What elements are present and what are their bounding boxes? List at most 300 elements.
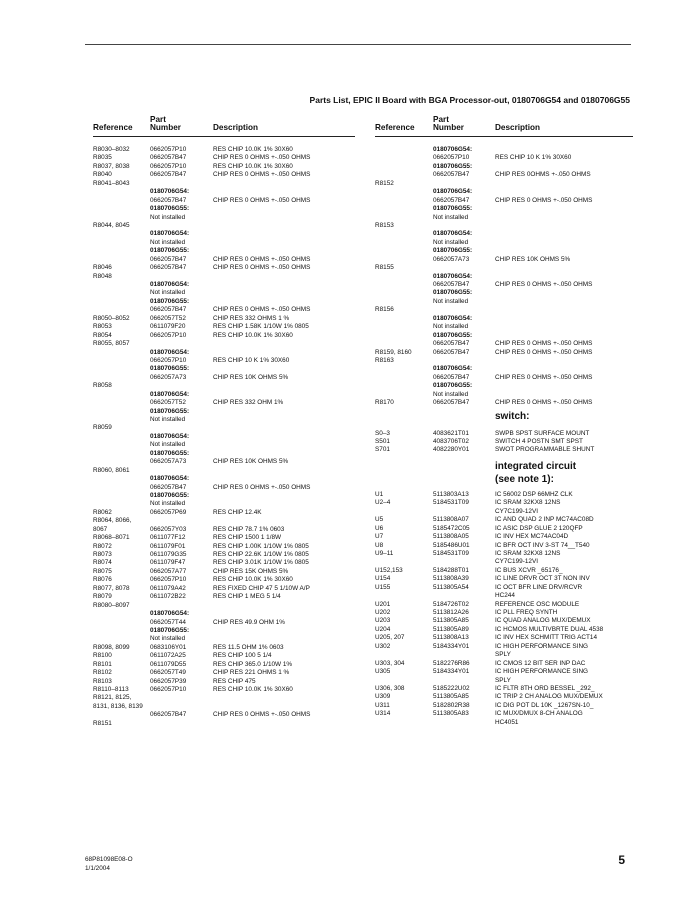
reference-cell: R8102	[93, 669, 112, 677]
reference-cell: U2–4	[375, 499, 391, 507]
table-row	[93, 349, 355, 357]
reference-cell: R8050–8052	[93, 314, 130, 322]
table-row	[375, 533, 633, 541]
ic-heading-row	[375, 455, 633, 485]
description-cell: RES CHIP 10.0K 1% 30X60	[213, 576, 293, 584]
table-row	[93, 576, 355, 584]
table-row	[93, 180, 355, 188]
table-row	[375, 626, 633, 634]
part-number-cell: 0662057B47	[433, 281, 470, 288]
description-cell: IC SRAM 32KX8 12NS	[495, 549, 561, 557]
table-row	[93, 720, 355, 728]
description-cell: RES CHIP 10 K 1% 30X60	[495, 154, 572, 162]
table-row	[93, 171, 355, 179]
part-number-cell: 0662057B47	[433, 196, 470, 204]
table-row	[375, 154, 633, 162]
part-number-cell: 0662057P10	[150, 331, 187, 339]
table-row	[93, 652, 355, 660]
header-reference: Reference	[93, 123, 133, 133]
right-table-header	[375, 112, 633, 137]
part-number-cell: 0611077F12	[150, 534, 186, 542]
part-number-cell: 0180706G55:	[433, 247, 473, 255]
table-row	[93, 509, 355, 517]
part-number-cell: 0611079G35	[150, 551, 187, 558]
description-cell: HC244	[495, 592, 515, 600]
table-row	[93, 678, 355, 686]
part-number-cell: 0662057B47	[433, 373, 470, 381]
table-row	[375, 230, 633, 238]
table-row	[93, 433, 355, 441]
table-row	[93, 289, 355, 297]
ic-section-note: (see note 1):	[495, 473, 554, 485]
table-row	[93, 619, 355, 627]
table-row	[375, 197, 633, 205]
description-cell: RES CHIP 475	[213, 677, 256, 685]
part-number-cell: 5184531T09	[433, 499, 469, 507]
table-row	[375, 710, 633, 718]
table-row	[93, 534, 355, 542]
table-row	[375, 374, 633, 382]
table-row	[93, 239, 355, 247]
header-part-number: Part Number	[433, 114, 464, 133]
reference-cell: R8059	[93, 424, 112, 432]
table-row	[375, 525, 633, 533]
table-row	[93, 467, 355, 475]
part-number-cell: 0180706G54:	[433, 230, 473, 238]
table-row	[375, 180, 633, 188]
table-row	[375, 550, 633, 558]
reference-cell: R8079	[93, 593, 112, 601]
table-row	[375, 205, 633, 213]
part-number-cell: Not installed	[433, 297, 469, 305]
top-rule	[85, 44, 631, 45]
description-cell: HC4051	[495, 718, 519, 726]
table-row	[375, 306, 633, 314]
table-row	[375, 702, 633, 710]
description-cell: CHIP RES 15K OHMS 5%	[213, 567, 289, 575]
table-row	[375, 430, 633, 438]
reference-cell: R8068–8071	[93, 534, 130, 542]
part-number-cell: 0180706G55:	[433, 162, 473, 170]
description-cell: CHIP RES 10K OHMS 5%	[213, 373, 289, 381]
part-number-cell: 5184334Y01	[433, 642, 470, 650]
table-row	[93, 256, 355, 264]
reference-cell: U9–11	[375, 549, 394, 557]
table-row	[375, 617, 633, 625]
table-row	[375, 508, 633, 516]
description-cell: RES CHIP 10 K 1% 30X60	[213, 356, 290, 364]
table-row	[93, 323, 355, 331]
table-row	[375, 719, 633, 727]
reference-cell: R8163	[375, 356, 394, 364]
table-row	[375, 516, 633, 524]
table-row	[375, 651, 633, 659]
part-number-cell: 0662057B47	[150, 255, 187, 263]
table-row	[93, 551, 355, 559]
description-cell: IC ASIC DSP GLUE 2 120QFP	[495, 524, 583, 532]
table-row	[375, 163, 633, 171]
part-number-cell: 0662057B47	[150, 171, 187, 179]
part-number-cell: 0180706G55:	[150, 205, 190, 213]
table-row	[375, 146, 633, 154]
table-row	[375, 685, 633, 693]
table-row	[93, 703, 355, 711]
table-row	[375, 677, 633, 685]
description-cell: CHIP RES 49.9 OHM 1%	[213, 618, 285, 626]
table-row	[93, 408, 355, 416]
part-number-cell: 0662057P69	[150, 508, 187, 516]
table-row	[93, 154, 355, 162]
part-number-cell: 0180706G54:	[433, 146, 473, 153]
part-number-cell: 0180706G55:	[150, 407, 190, 415]
table-row	[93, 230, 355, 238]
table-row	[375, 256, 633, 264]
table-row	[375, 567, 633, 575]
table-row	[93, 424, 355, 432]
reference-cell: S501	[375, 438, 390, 445]
description-cell: CHIP RES 0 OHMS +-.050 OHMS	[213, 306, 311, 314]
table-row	[375, 281, 633, 289]
part-number-cell: 0180706G55:	[150, 626, 190, 634]
document-number: 68P81098E08-O	[85, 856, 133, 863]
part-number-cell: Not installed	[433, 213, 469, 221]
description-cell: RES CHIP 1 MEG 5 1/4	[213, 593, 281, 601]
part-number-cell: 0180706G54:	[433, 365, 473, 373]
description-cell: SWPB SPST SURFACE MOUNT	[495, 429, 590, 437]
part-number-cell: Not installed	[150, 635, 186, 643]
table-row	[93, 543, 355, 551]
reference-cell: U303, 304	[375, 659, 405, 667]
reference-cell: R8155	[375, 264, 394, 272]
part-number-cell: 0662057B47	[150, 264, 187, 272]
footer	[85, 855, 133, 873]
description-cell: SPLY	[495, 651, 511, 659]
table-row	[93, 635, 355, 643]
table-row	[93, 247, 355, 255]
table-row	[375, 584, 633, 592]
table-row	[93, 568, 355, 576]
description-cell: SWOT PROGRAMMABLE SHUNT	[495, 446, 595, 454]
part-number-cell: Not installed	[433, 390, 469, 398]
table-row	[375, 499, 633, 507]
reference-cell: U309	[375, 693, 391, 701]
switch-table-body	[375, 430, 633, 455]
reference-cell: U7	[375, 533, 384, 541]
header-reference: Reference	[375, 123, 415, 133]
description-cell: CHIP RES 0 OHMS +-.050 OHMS	[495, 281, 593, 288]
description-cell: IC HIGH PERFORMANCE SING	[495, 642, 589, 650]
description-cell: CHIP RES 0 OHMS +-.050 OHMS	[213, 154, 311, 162]
table-row	[93, 458, 355, 466]
description-cell: IC LINE DRVR OCT 3T NON INV	[495, 575, 590, 583]
reference-cell: U311	[375, 701, 390, 709]
description-cell: CY7C199-12VI	[495, 507, 538, 515]
part-number-cell: 0180706G54:	[150, 432, 190, 440]
reference-cell: R8048	[93, 272, 112, 280]
table-row	[375, 214, 633, 222]
part-number-cell: 5113805A85	[433, 617, 469, 625]
reference-cell: U305	[375, 668, 391, 676]
part-number-cell: 0662057P10	[150, 686, 187, 693]
table-row	[93, 644, 355, 652]
table-row	[93, 661, 355, 669]
part-number-cell: 0180706G54:	[150, 281, 190, 288]
table-row	[375, 340, 633, 348]
table-row	[93, 484, 355, 492]
reference-cell: R8053	[93, 323, 112, 331]
right-table-body	[375, 146, 633, 408]
table-row	[375, 660, 633, 668]
table-row	[93, 391, 355, 399]
table-row	[93, 694, 355, 702]
table-row	[93, 214, 355, 222]
part-number-cell: 0180706G54:	[433, 188, 473, 196]
part-number-cell: Not installed	[433, 238, 469, 246]
reference-cell: U302	[375, 642, 391, 650]
reference-cell: U154	[375, 575, 391, 583]
description-cell: RES CHIP 10.0K 1% 30X60	[213, 162, 293, 170]
description-cell: IC INV HEX MC74AC04D	[495, 533, 569, 541]
part-number-cell: 0662057B47	[433, 340, 470, 348]
reference-cell: R8121, 8125,	[93, 694, 132, 702]
part-number-cell: 0662057B47	[150, 196, 187, 204]
table-row	[93, 475, 355, 483]
description-cell: RES 11.5 OHM 1% 0603	[213, 643, 284, 651]
table-row	[93, 399, 355, 407]
part-number-cell: 0180706G54:	[150, 188, 190, 196]
table-row	[93, 281, 355, 289]
table-row	[375, 634, 633, 642]
description-cell: CHIP RES 0OHMS +-.050 OHMS	[495, 171, 591, 179]
reference-cell: U5	[375, 516, 384, 524]
description-cell: CHIP RES 0 OHMS +-.050 OHMS	[213, 255, 311, 263]
table-row	[375, 171, 633, 179]
table-row	[375, 668, 633, 676]
part-number-cell: 4083706T02	[433, 438, 469, 445]
description-cell: IC BUS XCVR _65176_	[495, 566, 563, 574]
part-number-cell: 0180706G54:	[150, 610, 190, 618]
part-number-cell: 0180706G54:	[150, 230, 190, 238]
table-row	[93, 374, 355, 382]
part-number-cell: 0662057T49	[150, 669, 186, 677]
reference-cell: 8131, 8136, 8139	[93, 702, 143, 710]
part-number-cell: 0683106Y01	[150, 643, 187, 651]
part-number-cell: 0180706G55:	[433, 382, 473, 390]
table-row	[93, 205, 355, 213]
part-number-cell: 0180706G55:	[150, 491, 190, 499]
table-row	[93, 610, 355, 618]
description-cell: CHIP RES 332 OHM 1%	[213, 399, 284, 407]
reference-cell: R8076	[93, 576, 112, 584]
switch-section-heading: switch:	[495, 410, 530, 422]
reference-cell: U204	[375, 625, 391, 633]
description-cell: CHIP RES 221 OHMS 1 %	[213, 669, 290, 677]
table-row	[375, 399, 633, 407]
part-number-cell: 5184726T02	[433, 600, 469, 608]
reference-cell: R8156	[375, 306, 394, 314]
reference-cell: R8041–8043	[93, 179, 130, 187]
part-number-cell: Not installed	[150, 441, 186, 449]
description-cell: CHIP RES 10K OHMS 5%	[213, 458, 289, 466]
part-number-cell: 0180706G55:	[150, 247, 190, 255]
part-number-cell: 5185486U01	[433, 541, 470, 549]
part-number-cell: 0180706G55:	[433, 289, 473, 297]
table-row	[375, 575, 633, 583]
right-column	[375, 112, 633, 727]
reference-cell: R8040	[93, 171, 112, 179]
part-number-cell: 0662057B47	[150, 483, 187, 491]
table-row	[93, 188, 355, 196]
description-cell: CHIP RES 0 OHMS +-.050 OHMS	[495, 340, 593, 348]
part-number-cell: 0180706G55:	[150, 449, 190, 457]
table-row	[93, 711, 355, 719]
table-row	[375, 273, 633, 281]
part-number-cell: 5113805A89	[433, 625, 469, 633]
description-cell: IC CMOS 12 BIT SER INP DAC	[495, 659, 586, 667]
description-cell: RES CHIP 78.7 1% 0603	[213, 525, 285, 533]
reference-cell: R8074	[93, 559, 112, 567]
part-number-cell: 0611072B22	[150, 593, 186, 601]
table-row	[375, 491, 633, 499]
reference-cell: R8035	[93, 154, 112, 162]
reference-cell: R8064, 8066,	[93, 517, 132, 525]
reference-cell: U205, 207	[375, 634, 405, 642]
part-number-cell: 0611072A25	[150, 652, 186, 660]
part-number-cell: 0662057T52	[150, 314, 186, 322]
part-number-cell: 0662057P10	[150, 162, 187, 170]
description-cell: CHIP RES 0 OHMS +-.050 OHMS	[213, 483, 311, 491]
table-row	[375, 239, 633, 247]
description-cell: CHIP RES 10K OHMS 5%	[495, 255, 571, 263]
description-cell: IC QUAD ANALOG MUX/DEMUX	[495, 617, 591, 625]
table-row	[93, 559, 355, 567]
description-cell: CHIP RES 0 OHMS +-.050 OHMS	[495, 196, 593, 204]
description-cell: CHIP RES 0 OHMS +-.050 OHMS	[495, 399, 593, 407]
part-number-cell: 5182276R86	[433, 659, 470, 667]
table-row	[375, 289, 633, 297]
table-row	[375, 188, 633, 196]
description-cell: RES CHIP 1.58K 1/10W 1% 0805	[213, 323, 309, 331]
reference-cell: U203	[375, 617, 391, 625]
description-cell: RES CHIP 22.6K 1/10W 1% 0805	[213, 551, 309, 558]
table-row	[375, 315, 633, 323]
reference-cell: R8098, 8099	[93, 643, 130, 651]
description-cell: CHIP RES 0 OHMS +-.050 OHMS	[495, 348, 593, 356]
part-number-cell: 0611079D55	[150, 660, 187, 668]
part-number-cell: 0662057T44	[150, 618, 186, 626]
table-row	[93, 357, 355, 365]
table-row	[93, 669, 355, 677]
reference-cell: R8046	[93, 264, 112, 272]
table-row	[93, 382, 355, 390]
reference-cell: R8077, 8078	[93, 584, 130, 592]
table-row	[375, 542, 633, 550]
part-number-cell: 0180706G55:	[433, 205, 473, 213]
part-number-cell: Not installed	[150, 416, 186, 423]
table-row	[375, 382, 633, 390]
reference-cell: U8	[375, 541, 384, 549]
table-row	[375, 264, 633, 272]
reference-cell: S0–3	[375, 429, 390, 437]
left-table-body	[93, 146, 355, 728]
part-number-cell: 0662057T52	[150, 399, 186, 407]
reference-cell: R8030–8032	[93, 146, 130, 153]
table-row	[375, 643, 633, 651]
table-row	[93, 441, 355, 449]
description-cell: RES CHIP 10.0K 1% 30X60	[213, 686, 293, 693]
part-number-cell: 0662057P10	[150, 356, 187, 364]
reference-cell: R8151	[93, 719, 112, 727]
reference-cell: R8072	[93, 542, 112, 550]
description-cell: RES CHIP 3.01K 1/10W 1% 0805	[213, 559, 309, 567]
part-number-cell: 0662057A77	[150, 567, 187, 575]
part-number-cell: 5184334Y01	[433, 668, 470, 676]
description-cell: IC SRAM 32KX8 12NS	[495, 499, 561, 507]
part-number-cell: 0662057B47	[433, 348, 470, 356]
part-number-cell: 0180706G55:	[150, 365, 190, 373]
table-row	[375, 247, 633, 255]
table-row	[93, 492, 355, 500]
description-cell: IC PLL FREQ SYNTH	[495, 609, 558, 616]
table-row	[93, 517, 355, 525]
table-row	[93, 686, 355, 694]
table-row	[93, 315, 355, 323]
part-number-cell: 0180706G54:	[433, 314, 473, 322]
table-row	[375, 609, 633, 617]
part-number-cell: 5185222U02	[433, 684, 470, 692]
description-cell: RES CHIP 10.0K 1% 30X60	[213, 331, 293, 339]
part-number-cell: Not installed	[150, 238, 186, 246]
part-number-cell: 0180706G54:	[150, 390, 190, 398]
reference-cell: R8055, 8057	[93, 340, 130, 348]
reference-cell: R8044, 8045	[93, 221, 130, 229]
description-cell: IC HIGH PERFORMANCE SING	[495, 668, 589, 676]
reference-cell: R8073	[93, 551, 112, 558]
part-number-cell: 5184531T09	[433, 549, 469, 557]
table-row	[375, 558, 633, 566]
reference-cell: R8152	[375, 179, 394, 187]
table-row	[93, 298, 355, 306]
part-number-cell: Not installed	[150, 289, 186, 297]
part-number-cell: 0662057A73	[433, 255, 470, 263]
part-number-cell: 0662057A73	[150, 458, 187, 466]
table-row	[93, 163, 355, 171]
part-number-cell: 5185472C05	[433, 524, 470, 532]
reference-cell: R8075	[93, 567, 112, 575]
part-number-cell: 0662057P39	[150, 677, 187, 685]
part-number-cell: 5113808A39	[433, 575, 469, 583]
part-number-cell: 0180706G54:	[433, 272, 473, 280]
description-cell: IC BFR OCT INV 3-ST 74__T540	[495, 541, 590, 549]
table-row	[93, 365, 355, 373]
part-number-cell: 0662057B47	[150, 306, 187, 314]
description-cell: RES CHIP 1500 1 1/8W	[213, 534, 282, 542]
part-number-cell: 0662057P10	[150, 576, 187, 584]
reference-cell: U306, 308	[375, 684, 405, 692]
reference-cell: R8058	[93, 382, 112, 390]
reference-cell: U1	[375, 490, 384, 498]
part-number-cell: 0180706G55:	[433, 331, 473, 339]
table-row	[93, 264, 355, 272]
part-number-cell: 0611079F01	[150, 542, 186, 550]
part-number-cell: 5113808A13	[433, 634, 469, 642]
table-row	[93, 146, 355, 154]
description-cell: RES CHIP 365.0 1/10W 1%	[213, 660, 293, 668]
part-number-cell: Not installed	[433, 323, 469, 331]
table-row	[93, 450, 355, 458]
part-number-cell: 0611079A42	[150, 584, 186, 592]
description-cell: IC DIG POT DL 10K _1267SN-10_	[495, 701, 594, 709]
